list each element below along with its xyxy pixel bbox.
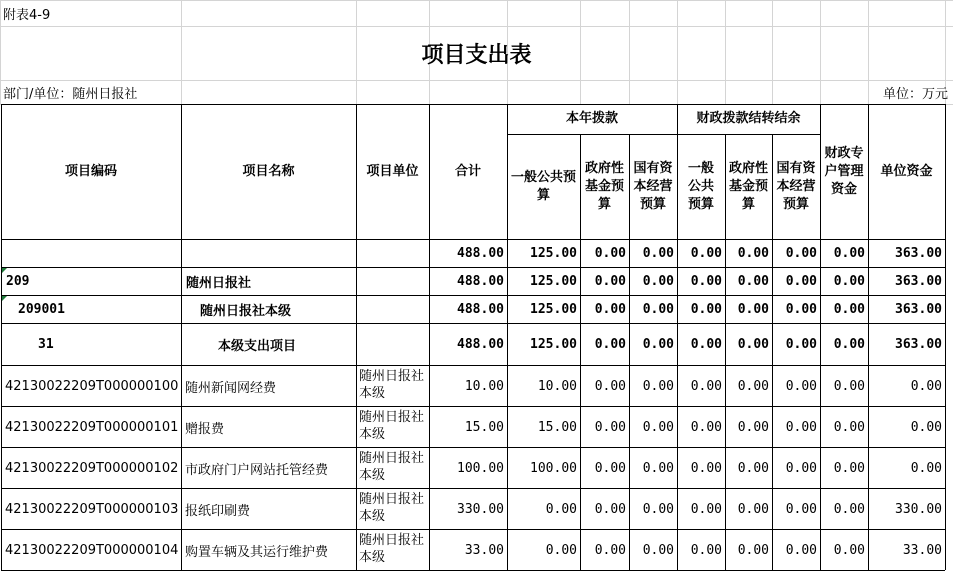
cell-amount[interactable]: 0.00 [642, 419, 674, 435]
cell-amount[interactable]: 0.00 [690, 460, 722, 476]
cell-amount[interactable]: 0.00 [785, 302, 817, 317]
cell-project-code[interactable]: 209 [6, 274, 30, 289]
cell-project-code[interactable] [2, 240, 181, 267]
cell-project-unit[interactable] [357, 324, 429, 365]
cell-amount[interactable]: 0.00 [785, 274, 817, 289]
cell-amount[interactable]: 0.00 [642, 501, 674, 517]
cell-amount[interactable]: 0.00 [594, 460, 626, 476]
cell-project-code[interactable]: 209001 [18, 302, 65, 317]
annex-label[interactable]: 附表4-9 [3, 7, 51, 23]
header-current-year[interactable]: 本年拨款 [565, 111, 618, 126]
cell-amount[interactable]: 363.00 [895, 246, 942, 261]
cell-amount[interactable]: 15.00 [537, 419, 577, 435]
cell-amount[interactable]: 100.00 [530, 460, 577, 476]
cell-amount[interactable]: 0.00 [833, 378, 865, 394]
cell-amount[interactable]: 0.00 [642, 542, 674, 558]
cell-project-name[interactable]: 随州日报社 [186, 276, 252, 291]
cell-amount[interactable]: 125.00 [530, 337, 577, 352]
cell-amount[interactable]: 363.00 [895, 274, 942, 289]
cell-amount[interactable]: 125.00 [530, 302, 577, 317]
cell-amount[interactable]: 33.00 [902, 542, 942, 558]
header-code[interactable]: 项目编码 [64, 163, 117, 179]
cell-amount[interactable]: 0.00 [737, 274, 769, 289]
cell-amount[interactable]: 0.00 [545, 501, 577, 517]
cell-amount[interactable]: 0.00 [642, 302, 674, 317]
cell-amount[interactable]: 0.00 [642, 274, 674, 289]
cell-amount[interactable]: 0.00 [785, 542, 817, 558]
cell-project-code[interactable]: 42130022209T000000100 [5, 378, 179, 394]
cell-comment-marker [2, 296, 7, 301]
header-total[interactable]: 合计 [454, 163, 481, 179]
cell-amount[interactable]: 0.00 [785, 337, 817, 352]
cell-project-code[interactable]: 42130022209T000000102 [5, 460, 179, 476]
cell-amount[interactable]: 0.00 [910, 460, 942, 476]
cell-project-name[interactable]: 随州新闻网经费 [185, 380, 277, 396]
cell-amount[interactable]: 0.00 [594, 542, 626, 558]
cell-project-unit[interactable]: 随州日报社本级 [359, 410, 425, 442]
cell-amount[interactable]: 100.00 [457, 460, 504, 476]
cell-amount[interactable]: 0.00 [594, 302, 626, 317]
cell-amount[interactable]: 0.00 [690, 337, 722, 352]
unit-label[interactable]: 单位：万元 [882, 86, 948, 102]
cell-amount[interactable]: 0.00 [737, 246, 769, 261]
cell-amount[interactable]: 0.00 [545, 542, 577, 558]
cell-amount[interactable]: 0.00 [910, 419, 942, 435]
cell-amount[interactable]: 363.00 [895, 337, 942, 352]
cell-project-unit[interactable]: 随州日报社本级 [359, 369, 425, 401]
cell-amount[interactable]: 0.00 [833, 302, 865, 317]
cell-amount[interactable]: 0.00 [833, 501, 865, 517]
cell-amount[interactable]: 0.00 [594, 419, 626, 435]
cell-amount[interactable]: 330.00 [457, 501, 504, 517]
cell-amount[interactable]: 0.00 [833, 542, 865, 558]
cell-amount[interactable]: 0.00 [737, 501, 769, 517]
cell-amount[interactable]: 0.00 [690, 274, 722, 289]
cell-amount[interactable]: 0.00 [833, 419, 865, 435]
header-co-gov-fund[interactable]: 政府性基金预算 [729, 160, 769, 212]
cell-project-code[interactable]: 42130022209T000000103 [5, 501, 179, 517]
cell-amount[interactable]: 0.00 [737, 542, 769, 558]
table-title[interactable]: 项目支出表 [421, 41, 532, 68]
cell-amount[interactable]: 0.00 [690, 302, 722, 317]
cell-amount[interactable]: 0.00 [833, 337, 865, 352]
header-co-state-capital[interactable]: 国有资本经营预算 [776, 160, 816, 212]
cell-amount[interactable]: 0.00 [785, 378, 817, 394]
header-carryover[interactable]: 财政拨款结转结余 [696, 111, 801, 126]
cell-project-name[interactable] [182, 240, 356, 267]
cell-amount[interactable]: 0.00 [737, 419, 769, 435]
cell-project-unit[interactable]: 随州日报社本级 [359, 533, 425, 565]
cell-project-name[interactable]: 市政府门户网站托管经费 [185, 462, 329, 478]
cell-amount[interactable]: 0.00 [737, 460, 769, 476]
department-label[interactable]: 部门/单位：随州日报社 [3, 86, 138, 102]
cell-amount[interactable]: 0.00 [642, 460, 674, 476]
cell-amount[interactable]: 363.00 [895, 302, 942, 317]
cell-amount[interactable]: 0.00 [737, 378, 769, 394]
cell-project-name[interactable]: 报纸印刷费 [185, 503, 251, 519]
header-name[interactable]: 项目名称 [242, 163, 295, 179]
cell-project-unit[interactable] [357, 240, 429, 267]
cell-amount[interactable]: 0.00 [690, 542, 722, 558]
cell-amount[interactable]: 0.00 [833, 246, 865, 261]
cell-amount[interactable]: 488.00 [457, 274, 504, 289]
cell-project-name[interactable]: 本级支出项目 [218, 339, 297, 354]
header-co-general[interactable]: 一般公共预算 [687, 160, 714, 212]
cell-project-unit[interactable]: 随州日报社本级 [359, 492, 425, 524]
cell-amount[interactable]: 0.00 [642, 246, 674, 261]
cell-project-name[interactable]: 赠报费 [185, 421, 225, 437]
header-unit[interactable]: 项目单位 [366, 163, 419, 179]
header-state-capital[interactable]: 国有资本经营预算 [633, 160, 673, 212]
cell-project-code[interactable]: 42130022209T000000101 [5, 419, 179, 435]
cell-amount[interactable]: 0.00 [594, 274, 626, 289]
cell-amount[interactable]: 488.00 [457, 337, 504, 352]
cell-project-name[interactable]: 购置车辆及其运行维护费 [185, 544, 329, 560]
cell-amount[interactable]: 488.00 [457, 302, 504, 317]
cell-project-name[interactable]: 随州日报社本级 [200, 304, 292, 319]
cell-amount[interactable]: 0.00 [690, 501, 722, 517]
cell-amount[interactable]: 15.00 [464, 419, 504, 435]
header-special[interactable]: 财政专户管理资金 [824, 145, 864, 197]
header-unit-funds[interactable]: 单位资金 [880, 163, 933, 179]
cell-amount[interactable]: 0.00 [737, 302, 769, 317]
cell-amount[interactable]: 0.00 [642, 378, 674, 394]
cell-project-code[interactable]: 31 [38, 337, 54, 352]
cell-amount[interactable]: 125.00 [530, 274, 577, 289]
cell-amount[interactable]: 0.00 [690, 419, 722, 435]
cell-project-code[interactable]: 42130022209T000000104 [5, 542, 179, 558]
cell-amount[interactable]: 0.00 [594, 378, 626, 394]
cell-project-unit[interactable]: 随州日报社本级 [359, 451, 425, 483]
cell-project-unit[interactable] [357, 296, 429, 323]
header-general[interactable]: 一般公共预算 [511, 169, 577, 203]
cell-amount[interactable]: 0.00 [690, 378, 722, 394]
cell-comment-marker [2, 268, 7, 273]
cell-amount[interactable]: 0.00 [737, 337, 769, 352]
cell-amount[interactable]: 33.00 [464, 542, 504, 558]
cell-project-unit[interactable] [357, 268, 429, 295]
cell-amount[interactable]: 0.00 [785, 246, 817, 261]
cell-amount[interactable]: 488.00 [457, 246, 504, 261]
cell-amount[interactable]: 0.00 [594, 337, 626, 352]
cell-amount[interactable]: 0.00 [785, 419, 817, 435]
cell-amount[interactable]: 0.00 [785, 460, 817, 476]
cell-amount[interactable]: 10.00 [537, 378, 577, 394]
cell-amount[interactable]: 0.00 [833, 460, 865, 476]
cell-amount[interactable]: 10.00 [464, 378, 504, 394]
cell-amount[interactable]: 0.00 [910, 378, 942, 394]
cell-amount[interactable]: 0.00 [785, 501, 817, 517]
cell-amount[interactable]: 330.00 [895, 501, 942, 517]
cell-amount[interactable]: 0.00 [594, 501, 626, 517]
header-gov-fund[interactable]: 政府性基金预算 [584, 160, 624, 212]
cell-amount[interactable]: 0.00 [833, 274, 865, 289]
cell-amount[interactable]: 125.00 [530, 246, 577, 261]
cell-amount[interactable]: 0.00 [594, 246, 626, 261]
cell-amount[interactable]: 0.00 [642, 337, 674, 352]
cell-amount[interactable]: 0.00 [690, 246, 722, 261]
